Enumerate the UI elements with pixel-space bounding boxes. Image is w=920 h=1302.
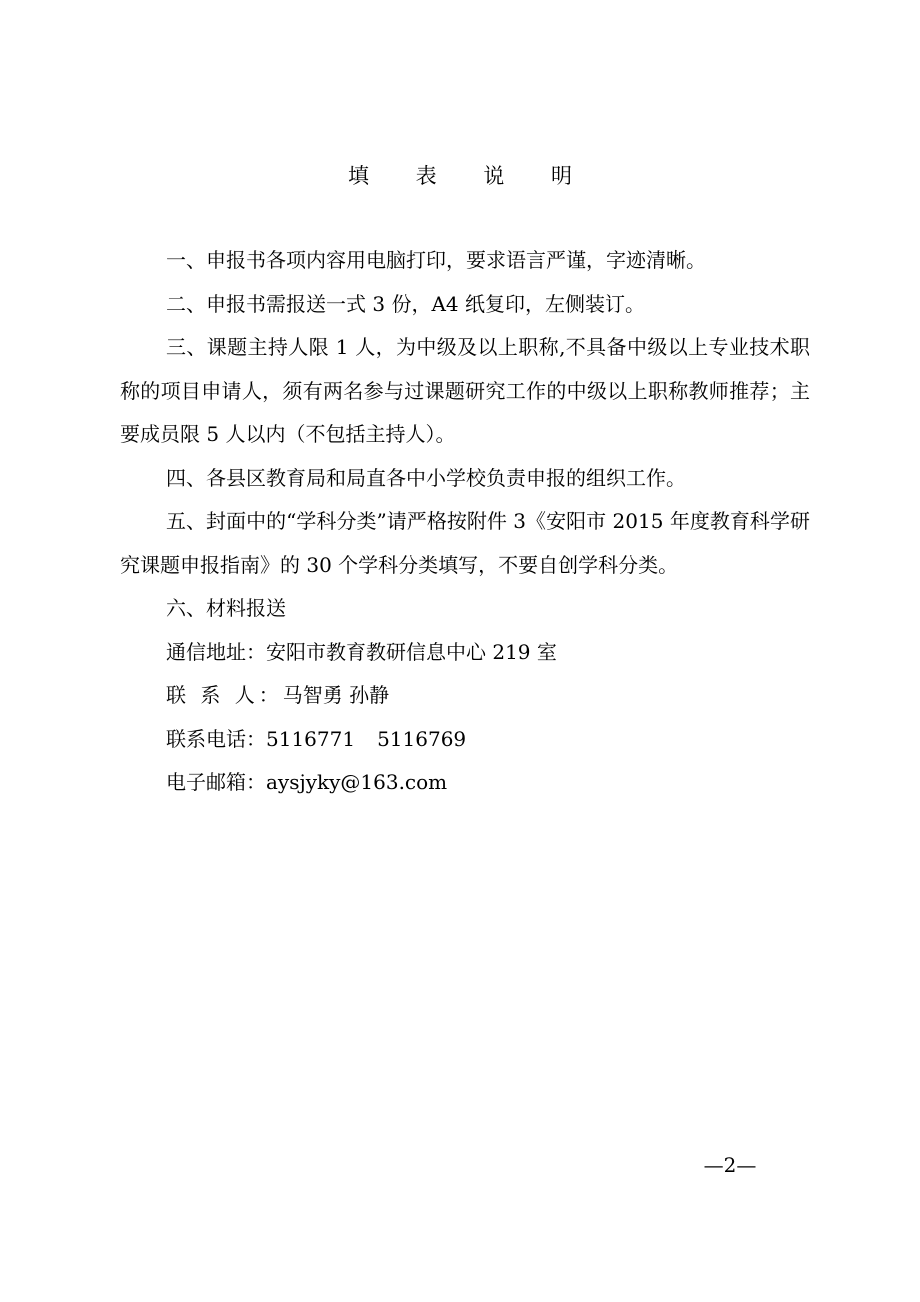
instructions-body (120, 239, 810, 805)
instruction-item-2: 二、申报书需报送一式 3 份，A4 纸复印，左侧装订。 (166, 291, 645, 316)
contact-phone-1: 5116771 (266, 726, 356, 751)
contact-email (120, 761, 810, 805)
instruction-item-4: 四、各县区教育局和局直各中小学校负责申报的组织工作。 (166, 465, 686, 490)
contact-person-value: 马智勇 孙静 (282, 683, 390, 707)
contact-person-label: 联 系 人： (166, 683, 283, 707)
contact-phone-2: 5116769 (377, 726, 467, 751)
contact-phone (120, 718, 810, 762)
instruction-item-1: 一、申报书各项内容用电脑打印，要求语言严谨，字迹清晰。 (166, 248, 706, 272)
instruction-item-5: 五、封面中的“学科分类”请严格按附件 3《安阳市 2015 年度教育科学研究课题申报指南》的 30 个学科分类填写，不要自创学科分类。 (120, 509, 810, 577)
contact-person (120, 674, 810, 718)
contact-email-value: aysjyky@163.com (266, 770, 448, 794)
page-number: —2— (703, 1153, 757, 1177)
instruction-item-3: 三、课题主持人限 1 人，为中级及以上职称,不具备中级以上专业技术职称的项目申请人，须有两名参与过课题研究工作的中级以上职称教师推荐；主要成员限 5 人以内（不包括主持人）。 (120, 335, 810, 446)
contact-email-label: 电子邮箱： (166, 770, 266, 794)
contact-address-value: 安阳市教育教研信息中心 219 室 (266, 639, 557, 664)
page-title: 填 表 说 明 (347, 164, 593, 188)
contact-address (120, 631, 810, 675)
instruction-item-6: 六、材料报送 (166, 596, 286, 620)
contact-address-label: 通信地址： (166, 639, 266, 664)
contact-phone-label: 联系电话： (166, 726, 266, 751)
